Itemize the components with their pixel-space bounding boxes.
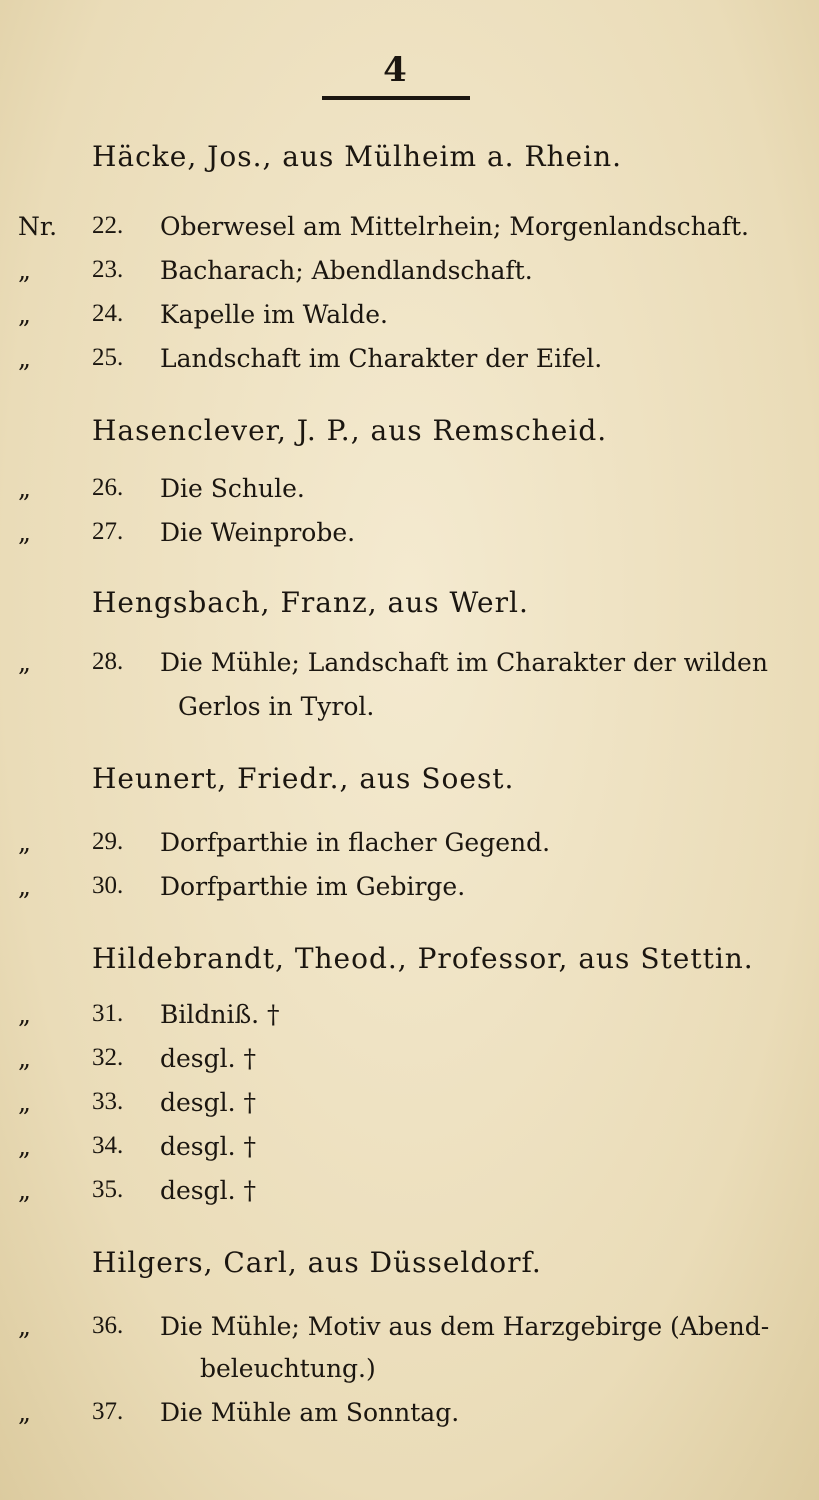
entry-title: Bacharach; Abendlandschaft. <box>160 256 533 285</box>
entry-title: Dorfparthie in flacher Gegend. <box>160 828 551 857</box>
artist-heading: Häcke, Jos., aus Mülheim a. Rhein. <box>92 140 623 173</box>
entry-number: 26. <box>92 474 124 501</box>
entry-title: Die Mühle; Motiv aus dem Harzgebirge (Abend- <box>160 1312 770 1341</box>
entry-number: 34. <box>92 1132 124 1159</box>
entry-number: 25. <box>92 344 124 371</box>
entry-title: Die Mühle am Sonntag. <box>160 1398 460 1427</box>
entry-title: desgl. † <box>160 1088 257 1117</box>
entry-title: Dorfparthie im Gebirge. <box>160 872 466 901</box>
entry-number: 30. <box>92 872 124 899</box>
entry-number: 31. <box>92 1000 124 1027</box>
page-rule <box>322 96 470 100</box>
entry-title-continuation: beleuchtung.) <box>200 1354 376 1383</box>
entry-number: 33. <box>92 1088 124 1115</box>
artist-heading: Hilgers, Carl, aus Düsseldorf. <box>92 1246 542 1279</box>
entry-number: 36. <box>92 1312 124 1339</box>
entry-number: 27. <box>92 518 124 545</box>
entry-prefix: „ <box>18 1132 31 1161</box>
entry-prefix: „ <box>18 300 31 329</box>
entry-number: 35. <box>92 1176 124 1203</box>
entry-prefix: „ <box>18 344 31 373</box>
entry-title: desgl. † <box>160 1044 257 1073</box>
entry-number: 29. <box>92 828 124 855</box>
artist-heading: Heunert, Friedr., aus Soest. <box>92 762 515 795</box>
entry-prefix: „ <box>18 872 31 901</box>
entry-prefix: „ <box>18 1312 31 1341</box>
artist-heading: Hengsbach, Franz, aus Werl. <box>92 586 529 619</box>
artist-heading: Hildebrandt, Theod., Professor, aus Stettin. <box>92 942 754 975</box>
entry-title: desgl. † <box>160 1176 257 1205</box>
entry-number: 28. <box>92 648 124 675</box>
entry-prefix: „ <box>18 256 31 285</box>
entry-number: 22. <box>92 212 124 239</box>
entry-title: desgl. † <box>160 1132 257 1161</box>
entry-prefix: „ <box>18 828 31 857</box>
entry-title: Kapelle im Walde. <box>160 300 388 329</box>
entry-prefix: „ <box>18 648 31 677</box>
entry-prefix: „ <box>18 1088 31 1117</box>
entry-prefix: „ <box>18 518 31 547</box>
entry-prefix: „ <box>18 474 31 503</box>
entry-prefix: „ <box>18 1044 31 1073</box>
page-number: 4 <box>383 50 407 90</box>
entry-prefix: Nr. <box>18 212 58 241</box>
entry-number: 37. <box>92 1398 124 1425</box>
entry-title: Landschaft im Charakter der Eifel. <box>160 344 603 373</box>
entry-number: 24. <box>92 300 124 327</box>
artist-heading: Hasenclever, J. P., aus Remscheid. <box>92 414 608 447</box>
entry-prefix: „ <box>18 1176 31 1205</box>
entry-title: Die Weinprobe. <box>160 518 356 547</box>
entry-title: Die Mühle; Landschaft im Charakter der wilden <box>160 648 768 677</box>
entry-title: Die Schule. <box>160 474 305 503</box>
entry-number: 23. <box>92 256 124 283</box>
entry-number: 32. <box>92 1044 124 1071</box>
entry-prefix: „ <box>18 1398 31 1427</box>
entry-prefix: „ <box>18 1000 31 1029</box>
entry-title-continuation: Gerlos in Tyrol. <box>178 692 375 721</box>
entry-title: Bildniß. † <box>160 1000 280 1029</box>
entry-title: Oberwesel am Mittelrhein; Morgenlandschaft. <box>160 212 749 241</box>
